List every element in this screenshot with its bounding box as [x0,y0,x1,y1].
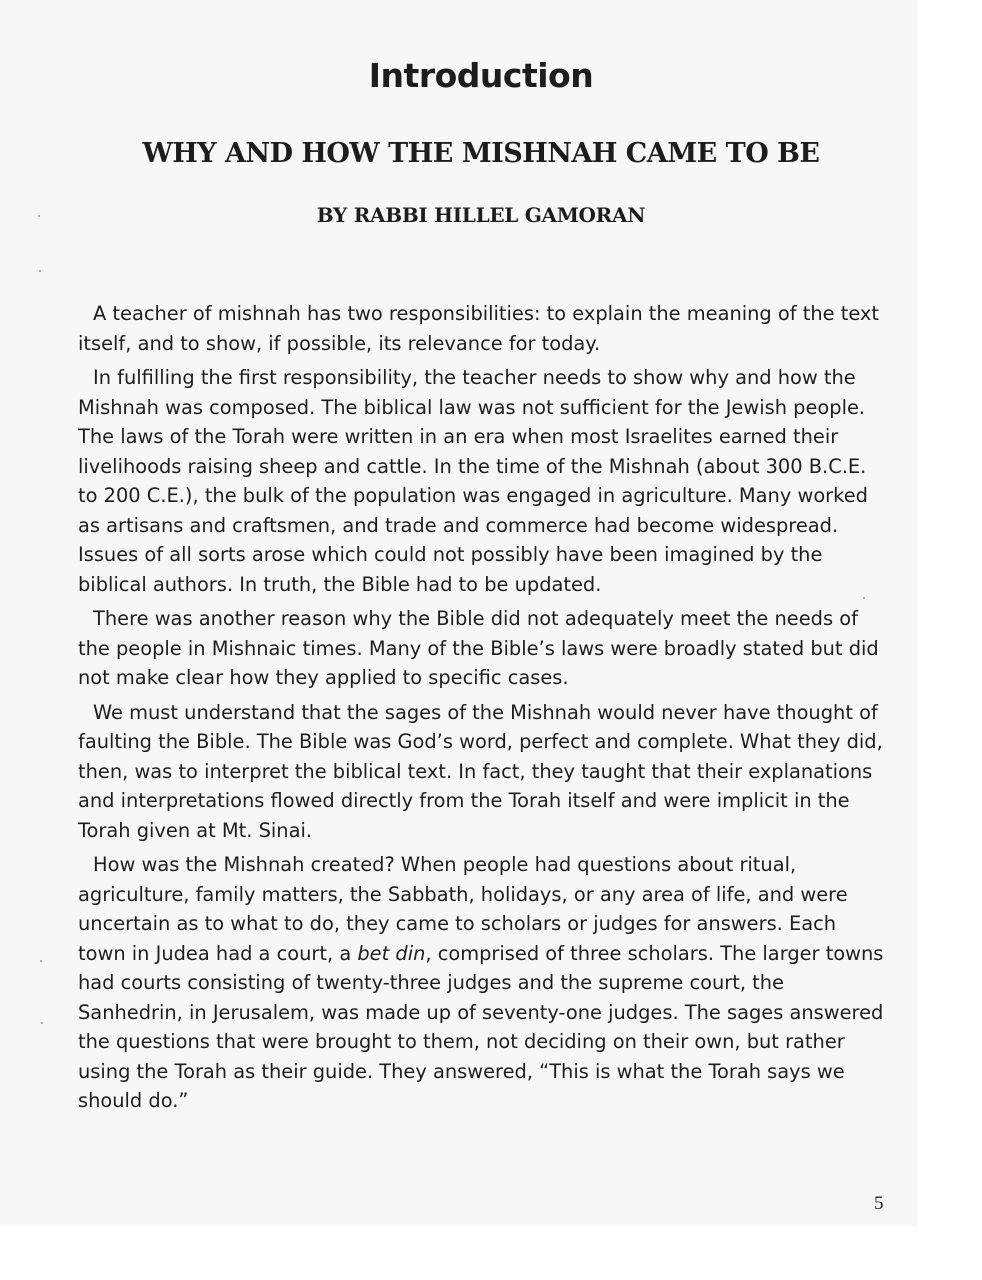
scan-speck [39,270,41,272]
paragraph-1: A teacher of mishnah has two responsibilities: to explain the meaning of the text itself, and to show, if possible, its relevance for today. [78,302,880,355]
page-number: 5 [874,1193,884,1214]
article-subtitle: WHY AND HOW THE MISHNAH CAME TO BE [142,138,820,169]
author-byline: BY RABBI HILLEL GAMORAN [316,203,646,227]
scan-speck [863,597,865,599]
article-body [78,299,888,1121]
page-title: Introduction [368,56,594,95]
scan-speck [40,960,42,962]
paragraph-4: We must understand that the sages of the Mishnah would never have thought of faulting the Bible. The Bible was God’s word, perfect and complete. What they did, then, was to interpret the biblical text. In fact, they taught that their explanations and interpretations flowed directly from the Torah itself and were implicit in the Torah given at Mt. Sinai. [78,700,883,842]
paragraph-2: In fulfilling the first responsibility, the teacher needs to show why and how the Mishnah was composed. The biblical law was not sufficient for the Jewish people. The laws of the Torah were written in an era when most Israelites earned their livelihoods raising sheep and cattle. In the time of the Mishnah (about 300 B.C.E. to 200 C.E.), the bulk of the population was engaged in agriculture. Many worked as artisans and craftsmen, and trade and commerce had become widespread. Issues of all sorts arose which could not possibly have been imagined by the biblical authors. In truth, the Bible had to be updated. [78,366,868,596]
scan-speck [41,1022,43,1024]
paragraph-3: There was another reason why the Bible did not adequately meet the needs of the people in Mishnaic times. Many of the Bible’s laws were broadly stated but did not make clear how they applied to specific cases. [78,607,879,689]
paragraph-5-text-after: , comprised of three scholars. The larger towns had courts consisting of twenty-three judges and the supreme court, the Sanhedrin, in Jerusalem, was made up of seventy-one judges. The sages answered the questions that were brought to them, not deciding on their own, but rather using the Torah as their guide. They answered, “This is what the Torah says we should do.” [78,941,884,1112]
bet-din-term: bet din [357,941,426,965]
scan-speck [38,215,40,217]
paragraph-5 [78,850,888,1116]
paragraph-5-text-before: How was the Mishnah created? When people had questions about ritual, agriculture, family matters, the Sabbath, holidays, or any area of life, and were uncertain as to what to do, they came to scholars or judges for answers. Each town in Judea had a court, a [78,853,848,965]
